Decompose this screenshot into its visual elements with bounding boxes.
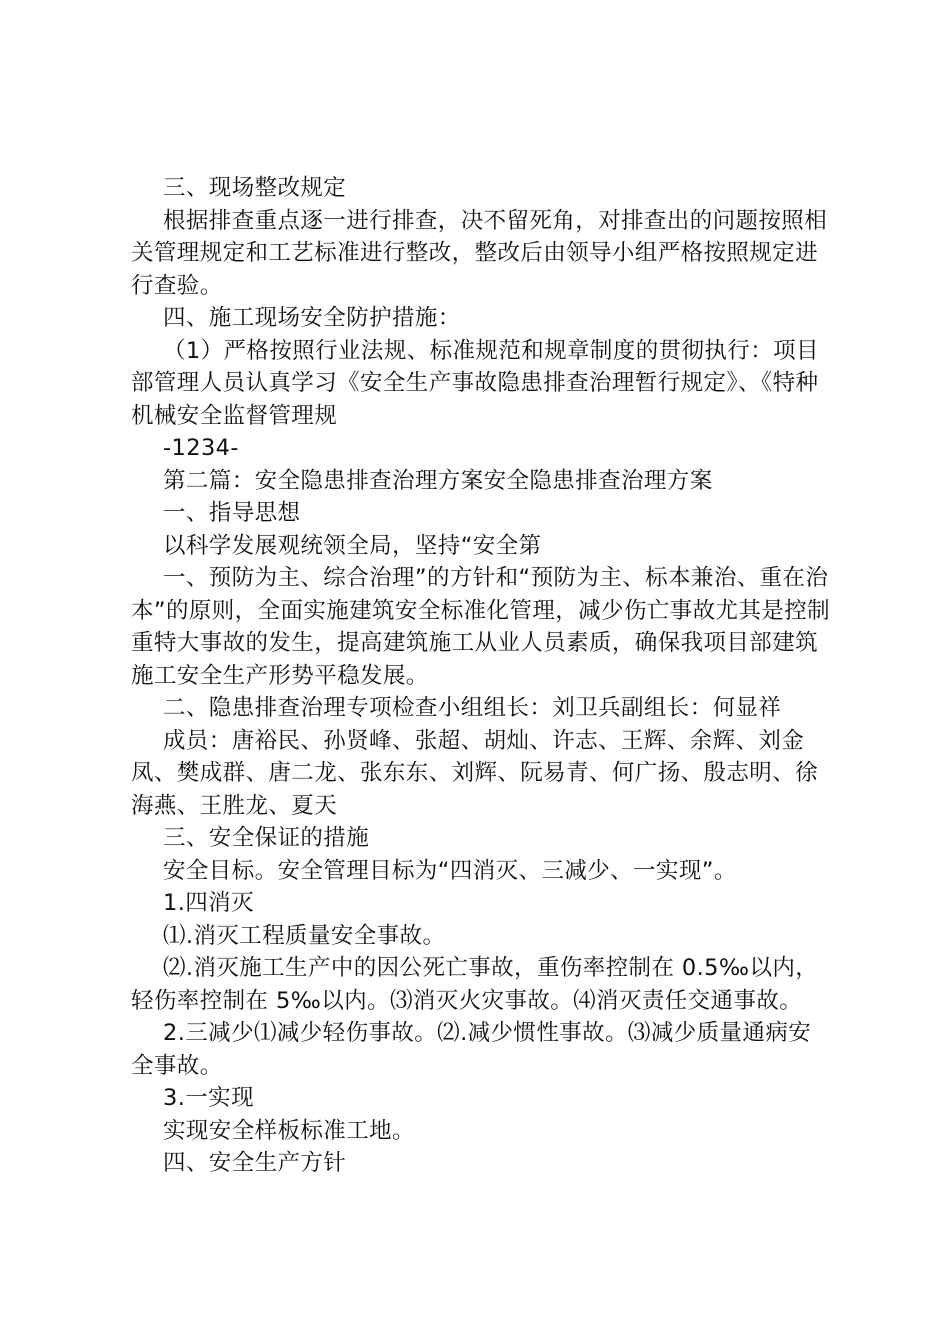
body-paragraph: 根据排查重点逐一进行排查，决不留死角，对排查出的问题按照相关管理规定和工艺标准进行整改，整改后由领导小组严格按照规定进行查验。 [131,207,828,299]
section-heading: 一、指导思想 [163,500,301,526]
section-heading: 四、安全生产方针 [163,1150,347,1176]
body-paragraph: （1）严格按照行业法规、标准规范和规章制度的贯彻执行：项目部管理人员认真学习《安全生产事故隐患排查治理暂行规定》、《特种机械安全监督管理规 [131,337,819,429]
section-heading: 二、隐患排查治理专项检查小组组长：刘卫兵副组长：何显祥 [163,695,782,721]
document-page [131,172,831,1180]
section-heading: 三、安全保证的措施 [163,825,370,851]
chapter-title: 第二篇：安全隐患排查治理方案安全隐患排查治理方案 [163,467,713,494]
body-paragraph: 以科学发展观统领全局，坚持“安全第 [163,532,542,559]
sub-heading: 3.一实现 [163,1085,254,1111]
body-paragraph: 安全目标。安全管理目标为“四消灭、三减少、一实现”。 [163,857,737,884]
member-list: 成员：唐裕民、孙贤峰、张超、胡灿、许志、王辉、余辉、刘金凤、樊成群、唐二龙、张东东、刘辉、阮易青、何广扬、殷志明、徐海燕、王胜龙、夏天 [131,727,819,819]
list-item: ⑴.消灭工程质量安全事故。 [163,922,446,949]
list-item: 2.三减少⑴减少轻伤事故。⑵.减少惯性事故。⑶减少质量通病安全事故。 [131,1020,812,1079]
section-heading: 四、施工现场安全防护措施： [163,305,461,331]
body-paragraph: 实现安全样板标准工地。 [163,1117,415,1144]
page-number: -1234- [163,435,239,461]
section-heading: 三、现场整改规定 [163,175,347,201]
list-item: ⑵.消灭施工生产中的因公死亡事故，重伤率控制在 0.5‰以内，轻伤率控制在 5‰以内。⑶消灭火灾事故。⑷消灭责任交通事故。 [131,955,819,1014]
sub-heading: 1.四消灭 [163,890,254,916]
body-paragraph: 一、预防为主、综合治理”的方针和“预防为主、标本兼治、重在治本”的原则，全面实施建筑安全标准化管理，减少伤亡事故尤其是控制重特大事故的发生，提高建筑施工从业人员素质，确保我项目部建筑施工安全生产形势平稳发展。 [131,565,831,689]
